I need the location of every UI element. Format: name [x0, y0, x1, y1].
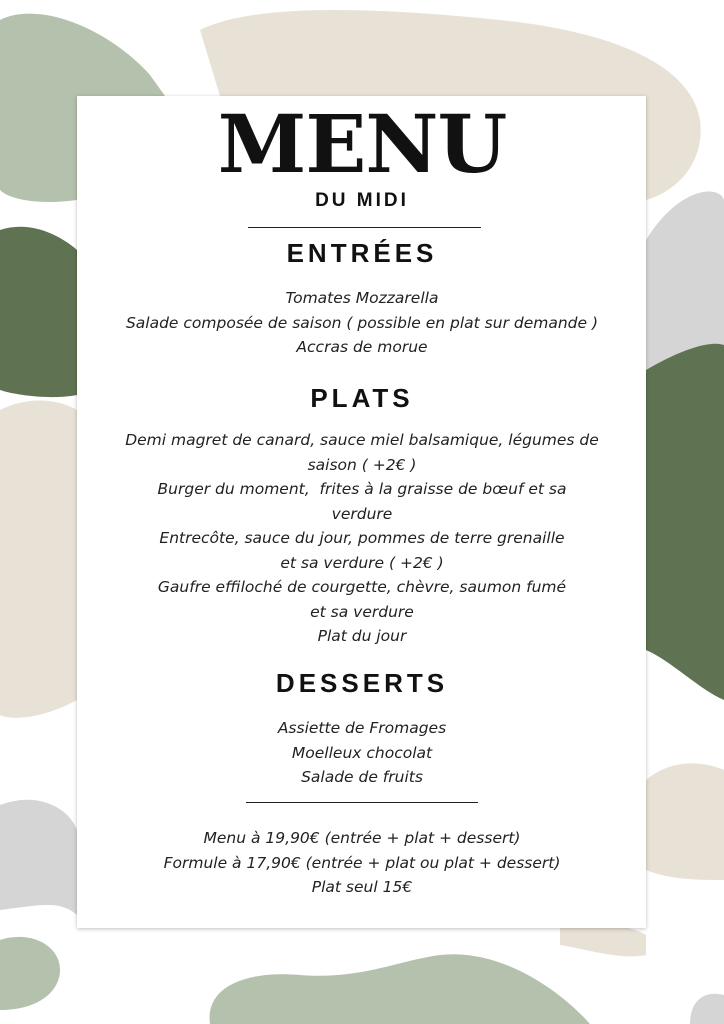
- list-item: Salade de fruits: [301, 768, 423, 786]
- list-item: Entrecôte, sauce du jour, pommes de terre grenaille: [159, 529, 565, 547]
- divider-top: [248, 227, 481, 228]
- list-item: et sa verdure ( +2€ ): [280, 553, 444, 572]
- entrees-list: [100, 286, 624, 360]
- divider-bottom: [246, 802, 478, 803]
- list-item: Gaufre effiloché de courgette, chèvre, saumon fumé: [157, 578, 567, 596]
- price-line: Plat seul 15€: [311, 878, 413, 896]
- list-item: Assiette de Fromages: [277, 719, 447, 737]
- price-line: Menu à 19,90€ (entrée + plat + dessert): [203, 829, 521, 847]
- list-item: Salade composée de saison ( possible en plat sur demande ): [125, 313, 599, 332]
- shape-beige-bottom-right: [646, 763, 724, 880]
- shape-grey-right: [646, 191, 724, 370]
- list-item: Plat du jour: [317, 627, 407, 645]
- shape-grey-bottom-right: [690, 994, 724, 1024]
- pricing-list: [100, 826, 624, 900]
- plats-list: [100, 428, 624, 649]
- shape-light-green-bottom-left: [0, 937, 60, 1010]
- list-item: Burger du moment, frites à la graisse de bœuf et sa: [157, 480, 567, 498]
- list-item: Accras de morue: [296, 338, 428, 356]
- menu-title: MENU: [217, 97, 507, 191]
- section-heading-entrees: ENTRÉES: [286, 238, 438, 268]
- list-item: verdure: [331, 504, 393, 523]
- shape-beige-bottom-center: [560, 924, 646, 956]
- list-item: Demi magret de canard, sauce miel balsamique, légumes de: [125, 431, 599, 449]
- section-heading-plats: PLATS: [310, 383, 414, 413]
- list-item: Tomates Mozzarella: [285, 289, 439, 307]
- menu-subtitle: DU MIDI: [315, 190, 409, 211]
- desserts-list: [100, 716, 624, 790]
- list-item: et sa verdure: [310, 602, 414, 621]
- list-item: saison ( +2€ ): [307, 455, 417, 474]
- list-item: Moelleux chocolat: [291, 743, 433, 762]
- shape-green-bottom: [210, 954, 590, 1024]
- shape-grey-bottom-left: [0, 800, 77, 915]
- price-line: Formule à 17,90€ (entrée + plat ou plat + dessert): [163, 853, 561, 872]
- section-heading-desserts: DESSERTS: [275, 668, 449, 698]
